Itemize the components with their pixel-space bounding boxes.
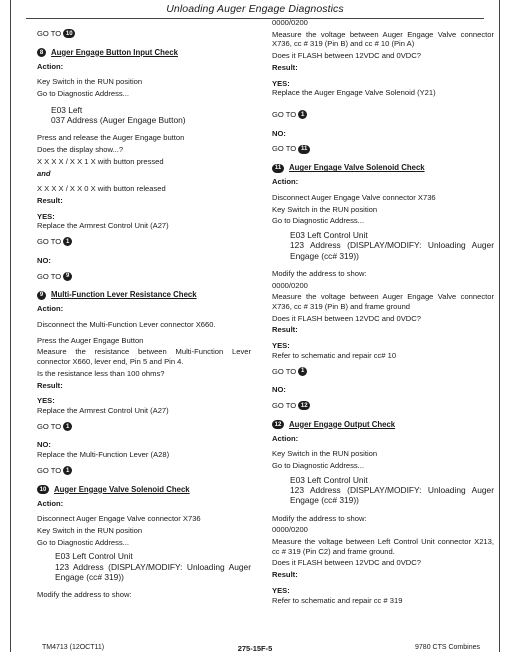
action-label: Action:: [272, 433, 299, 443]
action-text: Go to Diagnostic Address...: [272, 216, 365, 226]
address-line: 037 Address (Auger Engage Button): [51, 115, 186, 126]
diagnostic-address-block: [290, 230, 494, 261]
diagnostic-address-block: [55, 551, 251, 582]
yes-label: YES:: [37, 396, 55, 406]
action-label: Action:: [37, 304, 64, 314]
step-number-badge: 10: [63, 29, 75, 38]
result-label: Result:: [272, 62, 298, 72]
result-label: Result:: [272, 325, 298, 335]
section-title: Multi-Function Lever Resistance Check: [51, 290, 197, 300]
action-text: Key Switch in the RUN position: [272, 449, 378, 459]
section-title: Auger Engage Button Input Check: [51, 47, 178, 57]
diagnostic-address-block: [51, 105, 251, 126]
section-title: Auger Engage Valve Solenoid Check: [289, 163, 425, 173]
step-number-badge: 9: [37, 291, 46, 300]
action-text: Does it FLASH between 12VDC and 0VDC?: [272, 558, 421, 568]
action-text: Measure the voltage between Left Control Unit connector X213, cc # 319 (Pin C2) and frame ground.: [272, 537, 494, 556]
no-label: NO:: [37, 255, 51, 265]
right-column: [272, 18, 494, 607]
address-value: 0000/0200: [272, 525, 308, 535]
result-label: Result:: [37, 380, 63, 390]
action-text: Key Switch in the RUN position: [272, 204, 378, 214]
address-line: E03 Left Control Unit: [55, 551, 133, 562]
section-heading-11: [272, 163, 494, 173]
goto-line: [272, 401, 494, 411]
action-text: Measure the voltage between Auger Engage Valve connector X736, cc # 319 (Pin B) and cc # 10 (Pin A): [272, 29, 494, 49]
step-number-badge: 11: [298, 145, 310, 154]
step-number-badge: 1: [298, 110, 307, 119]
goto-line: [37, 237, 251, 247]
action-text: Press the Auger Engage Button: [37, 335, 144, 345]
goto-line: [272, 144, 494, 154]
no-label: NO:: [272, 128, 286, 138]
goto-text: GO TO: [272, 400, 297, 410]
page-title: Unloading Auger Engage Diagnostics: [166, 3, 344, 15]
no-text: Replace the Multi-Function Lever (A28): [37, 450, 170, 460]
step-number-badge: 12: [272, 420, 284, 429]
goto-text: GO TO: [37, 29, 62, 38]
section-heading-10: [37, 485, 251, 495]
action-text: Modify the address to show:: [272, 268, 367, 278]
address-line: E03 Left Control Unit: [290, 230, 368, 241]
step-number-badge: 1: [63, 466, 72, 475]
section-heading-9: [37, 290, 251, 300]
yes-text: Replace the Auger Engage Valve Solenoid (Y21): [272, 88, 436, 98]
action-text: X X X X / X X 1 X with button pressed: [37, 156, 164, 166]
goto-text: GO TO: [272, 366, 297, 376]
yes-label: YES:: [272, 341, 290, 351]
footer-product: 9780 CTS Combines: [415, 644, 480, 651]
yes-text: Refer to schematic and repair cc # 319: [272, 595, 403, 605]
goto-line: [37, 272, 251, 282]
yes-text: Replace the Armrest Control Unit (A27): [37, 405, 169, 415]
result-label: Result:: [37, 195, 63, 205]
action-text: Key Switch in the RUN position: [37, 77, 143, 87]
address-value: 0000/0200: [272, 280, 308, 290]
action-label: Action:: [272, 177, 299, 187]
action-text: Go to Diagnostic Address...: [272, 461, 365, 471]
no-label: NO:: [272, 385, 286, 395]
address-line: E03 Left Control Unit: [290, 474, 368, 485]
action-label: Action:: [37, 498, 64, 508]
section-title: Auger Engage Valve Solenoid Check: [54, 484, 190, 494]
action-label: Action:: [37, 61, 64, 71]
address-line: 123 Address (DISPLAY/MODIFY: Unloading Auger Engage (cc# 319)): [290, 485, 494, 506]
and-text: and: [37, 168, 51, 178]
action-text: Modify the address to show:: [37, 590, 132, 600]
yes-label: YES:: [272, 585, 290, 595]
step-number-badge: 12: [298, 401, 310, 410]
goto-line: [37, 29, 251, 39]
step-number-badge: 9: [63, 272, 72, 281]
action-text: Disconnect Auger Engage Valve connector X736: [272, 192, 436, 202]
step-number-badge: 10: [37, 485, 49, 494]
action-text: Press and release the Auger Engage button: [37, 133, 185, 143]
goto-text: GO TO: [272, 110, 297, 120]
result-label: Result:: [272, 570, 298, 580]
section-title: Auger Engage Output Check: [289, 419, 396, 429]
step-number-badge: 1: [63, 237, 72, 246]
address-line: 123 Address (DISPLAY/MODIFY: Unloading Auger Engage (cc# 319)): [55, 561, 251, 582]
action-text: X X X X / X X 0 X with button released: [37, 184, 166, 194]
action-text: Measure the voltage between Auger Engage Valve connector X736, cc # 319 (Pin B) and frame ground: [272, 292, 494, 311]
action-text: Measure the resistance between Multi-Function Lever connector X660, lever end, Pin 5 and Pin 4.: [37, 347, 251, 367]
action-text: Disconnect Auger Engage Valve connector X736: [37, 514, 201, 524]
section-heading-8: [37, 48, 251, 58]
section-heading-12: [272, 420, 494, 430]
action-text: Go to Diagnostic Address...: [37, 89, 130, 99]
goto-text: GO TO: [37, 421, 62, 431]
address-line: 123 Address (DISPLAY/MODIFY: Unloading Auger Engage (cc# 319)): [290, 240, 494, 261]
goto-line: [272, 110, 494, 120]
goto-text: GO TO: [37, 237, 62, 247]
goto-text: GO TO: [37, 465, 62, 475]
action-text: Modify the address to show:: [272, 513, 367, 523]
footer-doc-id: TM4713 (12OCT11): [42, 644, 105, 651]
goto-text: GO TO: [272, 144, 297, 154]
action-text: Go to Diagnostic Address...: [37, 537, 130, 547]
goto-line: [37, 422, 251, 432]
step-number-badge: 8: [37, 48, 46, 57]
address-value: 0000/0200: [272, 18, 308, 27]
step-number-badge: 11: [272, 164, 284, 173]
goto-text: GO TO: [37, 271, 62, 281]
no-label: NO:: [37, 440, 51, 450]
yes-label: YES:: [272, 78, 290, 88]
yes-text: Refer to schematic and repair cc# 10: [272, 350, 397, 360]
goto-line: [37, 466, 251, 476]
diagnostic-address-block: [290, 475, 494, 506]
yes-text: Replace the Armrest Control Unit (A27): [37, 221, 169, 231]
left-column: [37, 23, 251, 602]
action-text: Does it FLASH between 12VDC and 0VDC?: [272, 313, 421, 323]
action-text: Does it FLASH between 12VDC and 0VDC?: [272, 51, 421, 61]
address-line: E03 Left: [51, 104, 83, 115]
footer-page-number: 275-15F-5: [237, 644, 273, 653]
action-text: Key Switch in the RUN position: [37, 525, 143, 535]
action-text: Disconnect the Multi-Function Lever connector X660.: [37, 319, 216, 329]
step-number-badge: 1: [298, 367, 307, 376]
action-text: Is the resistance less than 100 ohms?: [37, 368, 165, 378]
yes-label: YES:: [37, 211, 55, 221]
action-text: Does the display show...?: [37, 145, 124, 155]
step-number-badge: 1: [63, 422, 72, 431]
goto-line: [272, 367, 494, 377]
